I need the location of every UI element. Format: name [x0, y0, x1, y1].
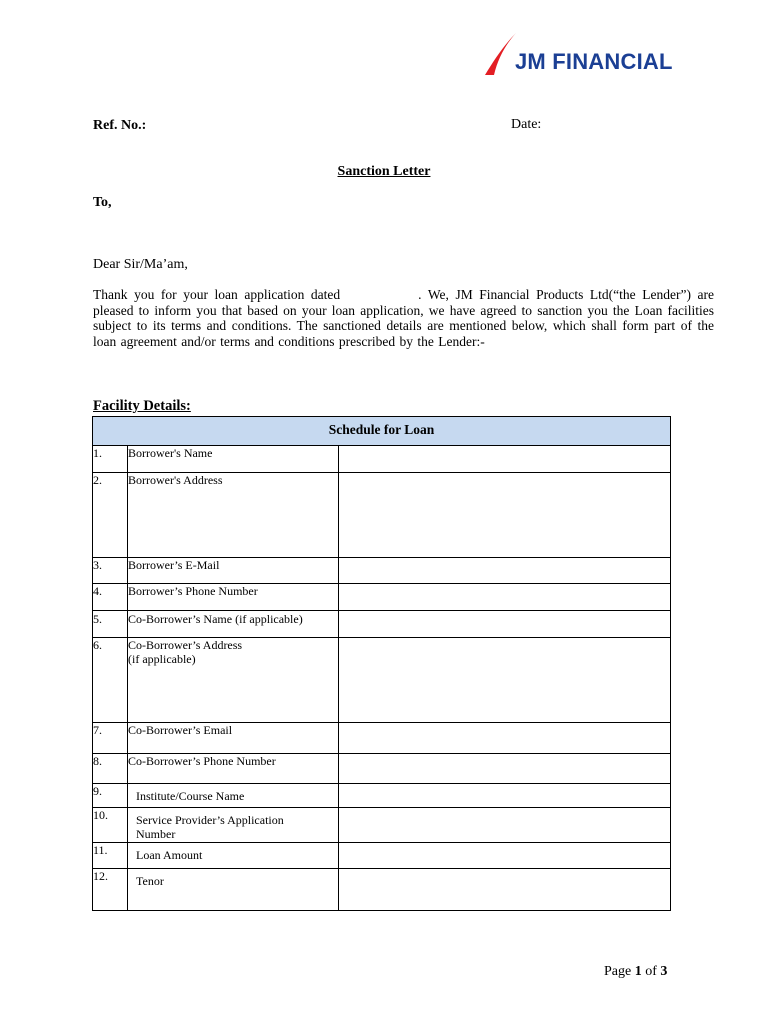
- table-row: [93, 446, 671, 473]
- value-cell-loan-amount[interactable]: [339, 843, 671, 869]
- row-label-tenor: Tenor: [128, 869, 339, 911]
- row-number: 8.: [93, 754, 128, 784]
- date-label: Date:: [511, 117, 542, 132]
- row-label-line2: Number: [136, 827, 176, 841]
- row-label-borrower-address: Borrower's Address: [128, 473, 339, 558]
- table-row: [93, 808, 671, 843]
- row-label-borrower-email: Borrower’s E-Mail: [128, 558, 339, 584]
- ref-number-label: Ref. No.:: [93, 118, 147, 133]
- intro-paragraph-part2: . We, JM Financial Products Ltd(“the Lender”) are pleased to inform you that based on your loan application, we have agreed to sanction you the Loan facilities subject to its terms and conditions. The sanctioned details are mentioned below, which shall form part of the loan agreement and/or terms and conditions prescribed by the Lender:-: [93, 287, 714, 349]
- row-number: 7.: [93, 723, 128, 754]
- value-cell-service-provider-number[interactable]: [339, 808, 671, 843]
- table-row: [93, 843, 671, 869]
- row-label-line2: (if applicable): [128, 652, 196, 666]
- schedule-title: Schedule for Loan: [93, 417, 671, 446]
- row-label-co-borrower-name: Co-Borrower’s Name (if applicable): [128, 611, 339, 638]
- value-cell-co-borrower-address[interactable]: [339, 638, 671, 723]
- row-number: 6.: [93, 638, 128, 723]
- row-label-co-borrower-email: Co-Borrower’s Email: [128, 723, 339, 754]
- intro-paragraph: [93, 287, 714, 349]
- table-row: [93, 723, 671, 754]
- value-cell-institute-course[interactable]: [339, 784, 671, 808]
- row-number: 10.: [93, 808, 128, 843]
- jm-financial-logo: [482, 32, 702, 80]
- value-cell-co-borrower-email[interactable]: [339, 723, 671, 754]
- salutation: Dear Sir/Ma’am,: [93, 257, 188, 272]
- row-label-line1: Co-Borrower’s Address: [128, 638, 243, 652]
- page-total: 3: [660, 964, 668, 979]
- row-label-borrower-name: Borrower's Name: [128, 446, 339, 473]
- table-row: [93, 611, 671, 638]
- table-row: [93, 584, 671, 611]
- value-cell-co-borrower-name[interactable]: [339, 611, 671, 638]
- value-cell-borrower-phone[interactable]: [339, 584, 671, 611]
- logo-sail-icon: [482, 32, 518, 78]
- logo-text: JM FINANCIAL: [515, 49, 673, 74]
- page-current: 1: [634, 964, 642, 979]
- row-number: 2.: [93, 473, 128, 558]
- row-label-service-provider-number: [128, 808, 339, 843]
- table-row: [93, 473, 671, 558]
- row-label-loan-amount: Loan Amount: [128, 843, 339, 869]
- row-number: 11.: [93, 843, 128, 869]
- value-cell-borrower-name[interactable]: [339, 446, 671, 473]
- row-number: 4.: [93, 584, 128, 611]
- facility-details-heading: Facility Details:: [93, 398, 191, 414]
- value-cell-tenor[interactable]: [339, 869, 671, 911]
- table-row: [93, 869, 671, 911]
- table-row: [93, 754, 671, 784]
- intro-paragraph-part1: Thank you for your loan application dated: [93, 287, 341, 302]
- loan-schedule-table: [92, 416, 671, 911]
- row-number: 5.: [93, 611, 128, 638]
- row-number: 9.: [93, 784, 128, 808]
- row-label-co-borrower-address: [128, 638, 339, 723]
- row-number: 12.: [93, 869, 128, 911]
- row-number: 1.: [93, 446, 128, 473]
- value-cell-co-borrower-phone[interactable]: [339, 754, 671, 784]
- value-cell-borrower-address[interactable]: [339, 473, 671, 558]
- page-word: Page: [604, 964, 632, 979]
- table-row: [93, 784, 671, 808]
- row-label-co-borrower-phone: Co-Borrower’s Phone Number: [128, 754, 339, 784]
- page-number: [604, 964, 667, 980]
- row-number: 3.: [93, 558, 128, 584]
- value-cell-borrower-email[interactable]: [339, 558, 671, 584]
- row-label-line1: Service Provider’s Application: [136, 813, 284, 827]
- table-row: [93, 558, 671, 584]
- letter-title: Sanction Letter: [337, 164, 431, 179]
- page-of: of: [645, 964, 657, 979]
- row-label-institute-course: Institute/Course Name: [128, 784, 339, 808]
- row-label-borrower-phone: Borrower’s Phone Number: [128, 584, 339, 611]
- table-row: [93, 638, 671, 723]
- addressee-label: To,: [93, 195, 112, 210]
